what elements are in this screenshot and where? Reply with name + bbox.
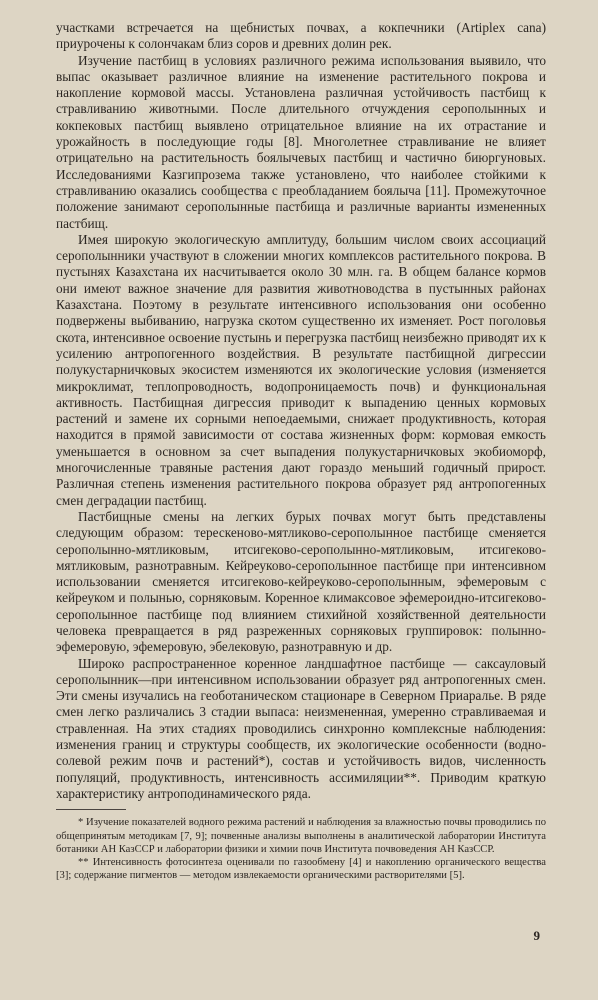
paragraph-saxaul-pasture: Широко распространенное коренное ландшафтное пастбище — саксауловый серополынник—при интенсивном использовании образует ряд антропогенных смен. Эти смены изучались на геоботаническом стационаре в Северном Приаралье. В ряде смен легко различались 3 стадии выпаса: неизмененная, умеренно стравливаемая и стравленная. На этих стадиях проводились синхронно комплексные наблюдения: изменения границ и структуры сообществ, их экологические особенности (водно-солевой режим почв и растений*), состав и устойчивость видов, численность популяций, продуктивность, интенсивность ассимиляции**. Приводим краткую характеристику антроподинамического ряда. (56, 655, 546, 801)
page-number: 9 (533, 928, 540, 943)
footnotes (56, 816, 546, 882)
footnote-2: ** Интенсивность фотосинтеза оценивали по газообмену [4] и накоплению органического вещества [3]; содержание пигментов — методом извлекаемости органическими растворителями [5]. (56, 857, 546, 882)
paragraph-pasture-study: Изучение пастбищ в условиях различного режима использования выявило, что выпас оказывает различное влияние на изменение растительного покрова и накопление кормовой массы. Установлена различная устойчивость пастбищ к стравливанию животными. После длительного отчуждения серополынных и кокпековых пастбищ выявлено отрицательное влияние на их отрастание и урожайность в последующие годы [8]. Многолетнее стравливание не влияет отрицательно на растительность боялычевых пастбищ и частично биюргуновых. Исследованиями Казгипрозема также установлено, что наиболее стойкими к стравливанию оказались сообщества с преобладанием боялыча [11]. Промежуточное положение занимают серополынные пастбища и различные варианты измененных пастбищ. (56, 52, 546, 231)
paragraph-continued: участками встречается на щебнистых почвах, а кокпечники (Artiplex cana) приурочены к солончакам близ соров и древних долин рек. (56, 20, 546, 52)
footnote-divider (56, 809, 126, 810)
paragraph-ecological-amplitude: Имея широкую экологическую амплитуду, большим числом своих ассоциаций серополынники участвуют в сложении многих комплексов растительного покрова. В пустынях Казахстана их насчитывается около 30 млн. га. В общем балансе кормов они имеют важное значение для развития животноводства в пустынных районах Казахстана. Поэтому в результате интенсивного использования они особенно подвержены выбиванию, нагрузка скотом существенно их изменяет. Рост поголовья скота, интенсивное освоение пустынь и перегрузка пастбищ неизбежно приводят их к усилению антропогенного воздействия. В результате пастбищной дигрессии полукустарничковых экосистем изменяются их экологические условия (изменяется микроклимат, теплопроводность, водопроницаемость почв) и функциональная активность. Пастбищная дигрессия приводит к выпадению ценных кормовых растений и замене их сорными непоедаемыми, снижает продуктивность, которая находится в прямой зависимости от состава жизненных форм: кормовая емкость уменьшается в основном за счет выпадения полукустарничковых экобиоморф, многочисленные травяные растения дают гораздо меньший годичный прирост. Различная степень изменения растительного покрова образует ряд антропогенных смен деградации пастбищ. (56, 231, 546, 508)
main-text (56, 20, 546, 802)
footnote-1: * Изучение показателей водного режима растений и наблюдения за влажностью почвы проводились по общепринятым методикам [7, 9]; почвенные анализы выполнены в аналитической лаборатории Института ботаники АН КазССР и лаборатории физики и химии почв Института почвоведения АН КазССР. (56, 817, 546, 855)
paragraph-pasture-successions: Пастбищные смены на легких бурых почвах могут быть представлены следующим образом: терескеново-мятликово-серополынное пастбище сменяется серополынно-мятликовым, итсигеково-серополынно-мятликовым, итсигеково-мятликовым, разнотравным. Кейреуково-серополынное пастбище при интенсивном использовании сменяется итсигеково-кейреуково-серополынным, эфемеровым с кейреуком и полынью, сорняковым. Коренное климаксовое эфемероидно-итсигеково-серополынное пастбище под влиянием стихийной хозяйственной деятельности человека превращается в ряд разреженных сорняковых группировок: полынно-эфемеровую, эфемеровую, эбелековую, разнотравную и др. (56, 508, 546, 655)
